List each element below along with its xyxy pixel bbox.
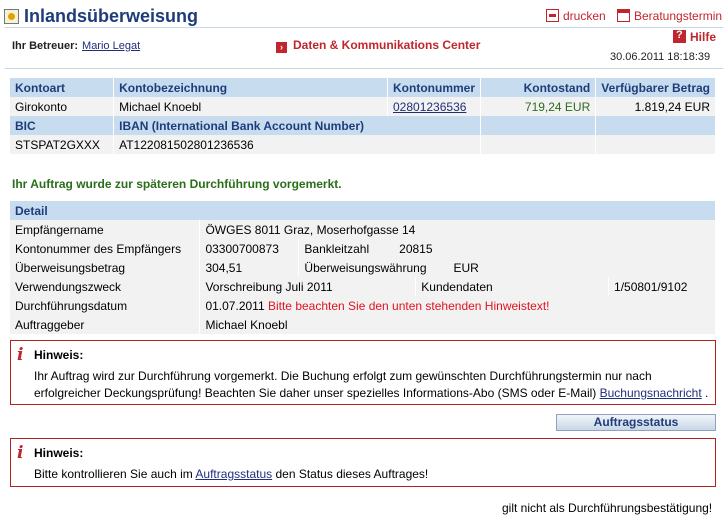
recipient-account-label: Kontonummer des Empfängers (10, 239, 200, 258)
datetime: 30.06.2011 18:18:39 (610, 51, 711, 63)
detail-table (10, 201, 716, 334)
customer-data-label: Kundendaten (416, 277, 609, 296)
notice-status-pre: Bitte kontrollieren Sie auch im (34, 467, 193, 481)
advisor-label: Ihr Betreuer: (12, 40, 79, 52)
recipient-label: Empfängername (10, 220, 200, 239)
detail-row (10, 315, 716, 334)
detail-row (10, 296, 716, 315)
detail-row (10, 258, 716, 277)
buchungsnachricht-link[interactable]: Buchungsnachricht (599, 386, 702, 400)
help-label: Hilfe (690, 30, 717, 44)
bic-row (10, 135, 716, 154)
bank-code-label: Bankleitzahl (304, 241, 370, 256)
notice-line-2-text: erfolgreicher Deckungsprüfung! Beachten Sie daher unser spezielles Informations-Abo (SMS oder E-Mail) (34, 386, 597, 400)
appointment-link[interactable] (617, 9, 722, 23)
notice-line-1: Ihr Auftrag wird zur Durchführung vorgemerkt. Die Buchung erfolgt zum gewünschten Durchführungstermin nur nach (34, 369, 652, 383)
recipient-account-value: 03300700873 (200, 239, 299, 258)
purpose-label: Verwendungszweck (10, 277, 200, 296)
col-kontobezeichnung: Kontobezeichnung (114, 78, 388, 97)
notice-status-text (34, 466, 428, 483)
col-bic: BIC (10, 116, 114, 135)
printer-icon (546, 9, 559, 22)
advisor-info (12, 40, 140, 52)
notice-line-2 (34, 385, 708, 402)
execution-date-value: 01.07.2011 (205, 298, 265, 313)
print-link[interactable] (546, 9, 606, 23)
help-link[interactable] (673, 30, 716, 44)
iban-value: AT122081502801236536 (114, 135, 481, 154)
recipient-value: ÖWGES 8011 Graz, Moserhofgasse 14 (200, 220, 716, 239)
account-table (10, 78, 716, 154)
amount-value: 304,51 (200, 258, 299, 277)
currency-value: EUR (453, 260, 479, 275)
notice-heading: Hinweis: (34, 446, 84, 460)
auftragsstatus-link[interactable]: Auftragsstatus (195, 467, 273, 481)
detail-header: Detail (10, 201, 716, 220)
page-title: Inlandsüberweisung (24, 6, 199, 26)
col-kontoart: Kontoart (10, 78, 114, 97)
app-icon (4, 9, 19, 24)
confirmation-message: Ihr Auftrag wurde zur späteren Durchführung vorgemerkt. (12, 177, 342, 191)
print-label: drucken (563, 9, 606, 23)
account-row (10, 97, 716, 116)
originator-value: Michael Knoebl (200, 315, 716, 334)
detail-row (10, 220, 716, 239)
appointment-label: Beratungstermin (634, 9, 723, 23)
detail-header-row (10, 201, 716, 220)
col-iban: IBAN (International Bank Account Number) (114, 116, 481, 135)
col-verfuegbar: Verfügbarer Betrag (596, 78, 716, 97)
notice-heading: Hinweis: (34, 348, 84, 362)
calendar-icon (617, 9, 630, 22)
detail-row (10, 239, 716, 258)
account-header-row (10, 78, 716, 97)
detail-row (10, 277, 716, 296)
account-number-link[interactable]: 02801236536 (393, 99, 467, 114)
arrow-right-icon: › (276, 42, 287, 53)
col-kontonummer: Kontonummer (388, 78, 481, 97)
data-center-link[interactable] (276, 38, 480, 53)
col-kontostand: Kontostand (481, 78, 596, 97)
purpose-value: Vorschreibung Juli 2011 (200, 277, 416, 296)
advisor-link[interactable]: Mario Legat (82, 40, 141, 52)
notice-box-status (10, 438, 716, 487)
info-icon: i (17, 345, 24, 365)
footer-note: gilt nicht als Durchführungsbestätigung! (502, 501, 713, 515)
currency-label: Überweisungswährung (304, 260, 427, 275)
account-balance: 719,24 EUR (481, 97, 596, 116)
bic-header-row (10, 116, 716, 135)
execution-date-label: Durchführungsdatum (10, 296, 200, 315)
account-available: 1.819,24 EUR (596, 97, 716, 116)
amount-label: Überweisungsbetrag (10, 258, 200, 277)
order-status-button[interactable]: Auftragsstatus (556, 414, 716, 431)
execution-note: Bitte beachten Sie den unten stehenden Hinweistext! (267, 298, 550, 313)
bic-value: STSPAT2GXXX (10, 135, 114, 154)
account-type: Girokonto (10, 97, 114, 116)
notice-status-post: den Status dieses Auftrages! (275, 467, 429, 481)
customer-data-value: 1/50801/9102 (609, 277, 716, 296)
header-divider (5, 68, 723, 69)
account-name: Michael Knoebl (114, 97, 388, 116)
notice-line-2-end: . (705, 386, 709, 400)
info-icon: i (17, 443, 24, 463)
title-divider (5, 27, 723, 28)
title-bar (0, 0, 728, 34)
originator-label: Auftraggeber (10, 315, 200, 334)
notice-box-booking (10, 340, 716, 405)
help-icon (673, 30, 686, 43)
data-center-label: Daten & Kommunikations Center (293, 38, 481, 52)
bank-code-value: 20815 (399, 241, 433, 256)
